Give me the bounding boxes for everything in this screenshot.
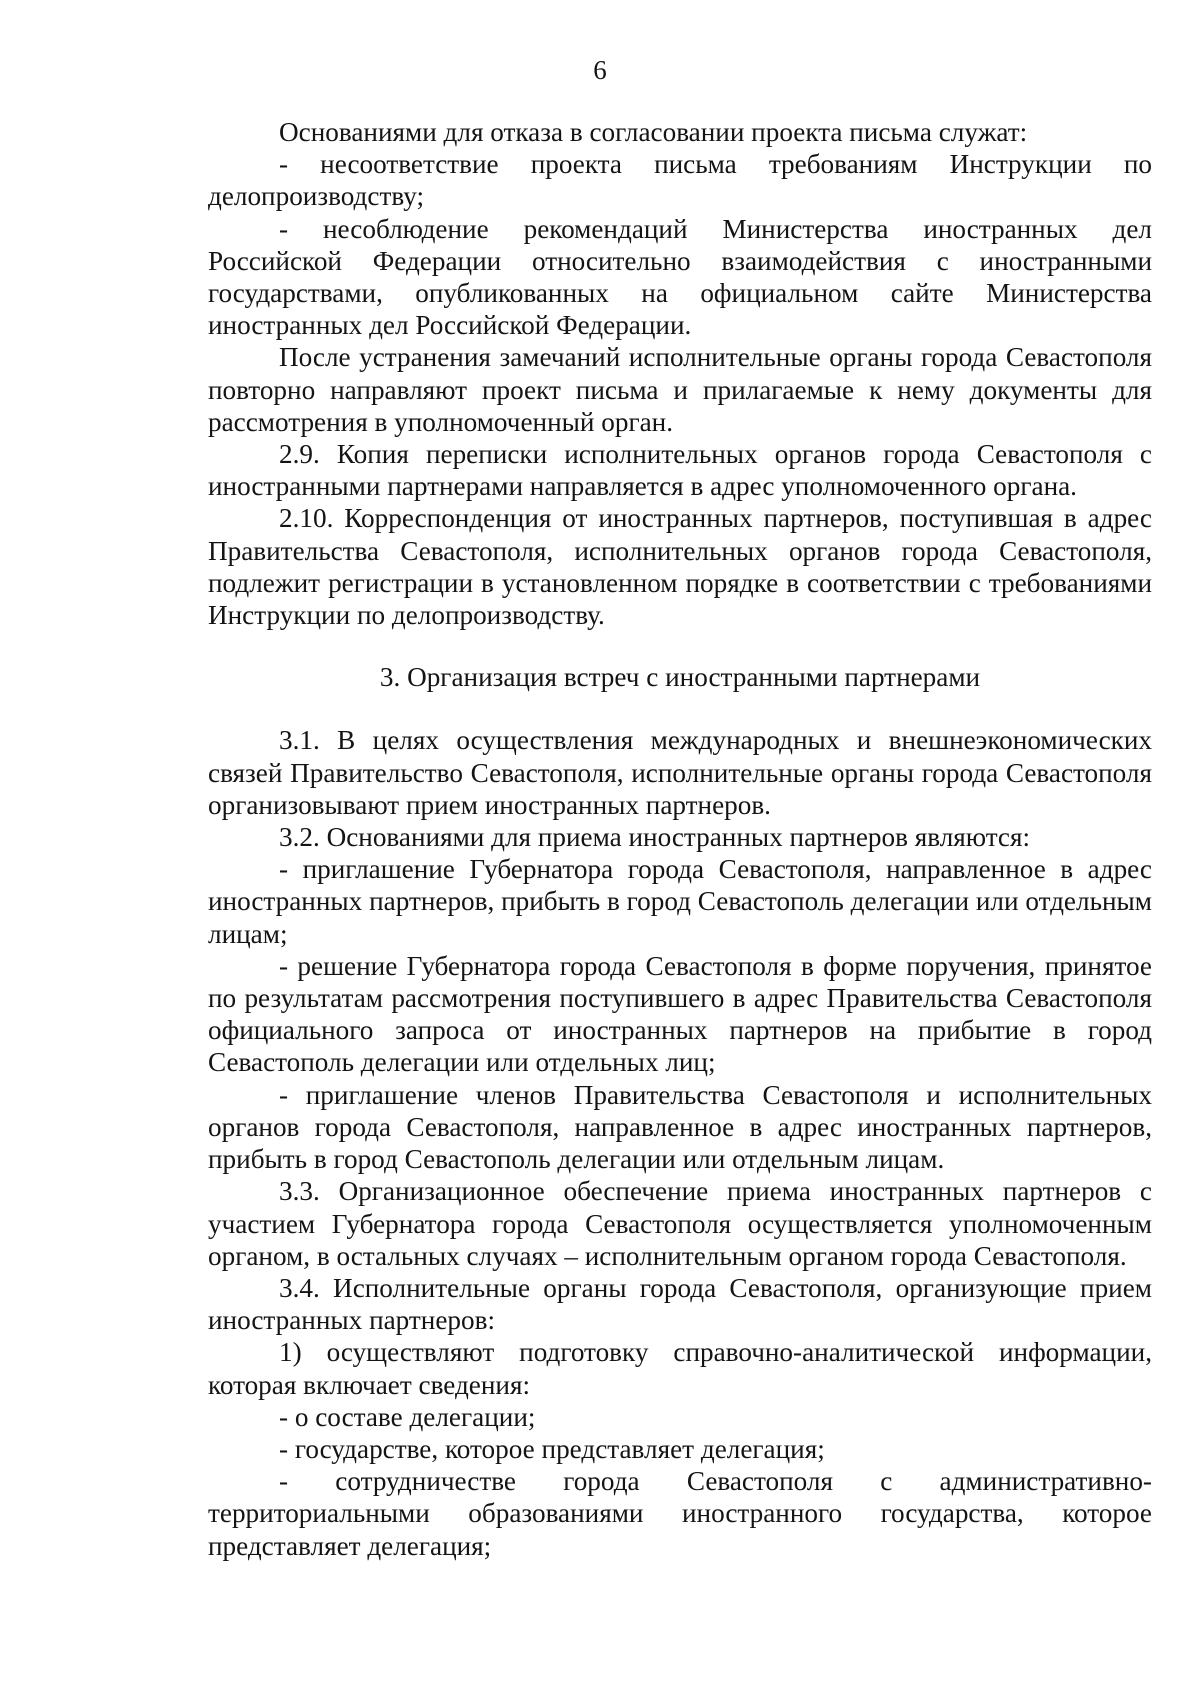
- clause-3-3: 3.3. Организационное обеспечение приема иностранных партнеров с участием Губернатора города Севастополя осуществляется уполномоченным органом, в остальных случаях – исполнительным органом города Севастополя.: [208, 1176, 1152, 1271]
- paragraph: Основаниями для отказа в согласовании проекта письма служат:: [279, 117, 1028, 147]
- paragraph: После устранения замечаний исполнительные органы города Севастополя повторно направляют проект письма и прилагаемые к нему документы для рассмотрения в уполномоченный орган.: [208, 342, 1152, 437]
- list-item: - сотрудничестве города Севастополя с административно-территориальными образованиями иностранного государства, которое представляет делегация;: [208, 1466, 1152, 1561]
- list-item: - приглашение Губернатора города Севастополя, направленное в адрес иностранных партнеров, прибыть в город Севастополь делегации или отдельным лицам;: [208, 854, 1152, 949]
- spacer: [208, 693, 1152, 724]
- list-item: - о составе делегации;: [279, 1401, 536, 1432]
- list-item: - приглашение членов Правительства Севастополя и исполнительных органов города Севастополя, направленное в адрес иностранных партнеров, прибыть в город Севастополь делегации или отдельным лицам.: [208, 1079, 1152, 1175]
- page-number: 6: [593, 55, 607, 85]
- spacer: [208, 631, 1152, 661]
- clause-2-9: 2.9. Копия переписки исполнительных органов города Севастополя с иностранными партнерами направляется в адрес уполномоченного органа.: [208, 439, 1152, 502]
- list-item: - несоответствие проекта письма требованиям Инструкции по делопроизводству;: [208, 149, 1152, 212]
- clause-2-10: 2.10. Корреспонденция от иностранных партнеров, поступившая в адрес Правительства Севастополя, исполнительных органов города Севастополя, подлежит регистрации в установленном порядке в соответствии с требованиями Инструкции по делопроизводству.: [208, 503, 1152, 631]
- clause-3-4: 3.4. Исполнительные органы города Севастополя, организующие прием иностранных партнеров:: [208, 1272, 1152, 1336]
- clause-3-1: 3.1. В целях осуществления международных и внешнеэкономических связей Правительство Севастополя, исполнительные органы города Севастополя организовывают прием иностранных партнеров.: [208, 725, 1152, 820]
- document-body: [208, 116, 1152, 1562]
- list-item: - решение Губернатора города Севастополя в форме поручения, принятое по результатам рассмотрения поступившего в адрес Правительства Севастополя официального запроса от иностранных партнеров на прибытие в город Севастополь делегации или отдельных лиц;: [208, 950, 1152, 1078]
- clause-3-2: 3.2. Основаниями для приема иностранных партнеров являются:: [279, 822, 1031, 853]
- list-item: - государстве, которое представляет делегация;: [279, 1433, 825, 1464]
- section-heading: 3. Организация встреч с иностранными партнерами: [379, 662, 981, 693]
- list-item: 1) осуществляют подготовку справочно-аналитической информации, которая включает сведения:: [208, 1337, 1152, 1400]
- list-item: - несоблюдение рекомендаций Министерства иностранных дел Российской Федерации относительно взаимодействия с иностранными государствами, опубликованных на официальном сайте Министерства иностранных дел Российской Федерации.: [208, 213, 1152, 341]
